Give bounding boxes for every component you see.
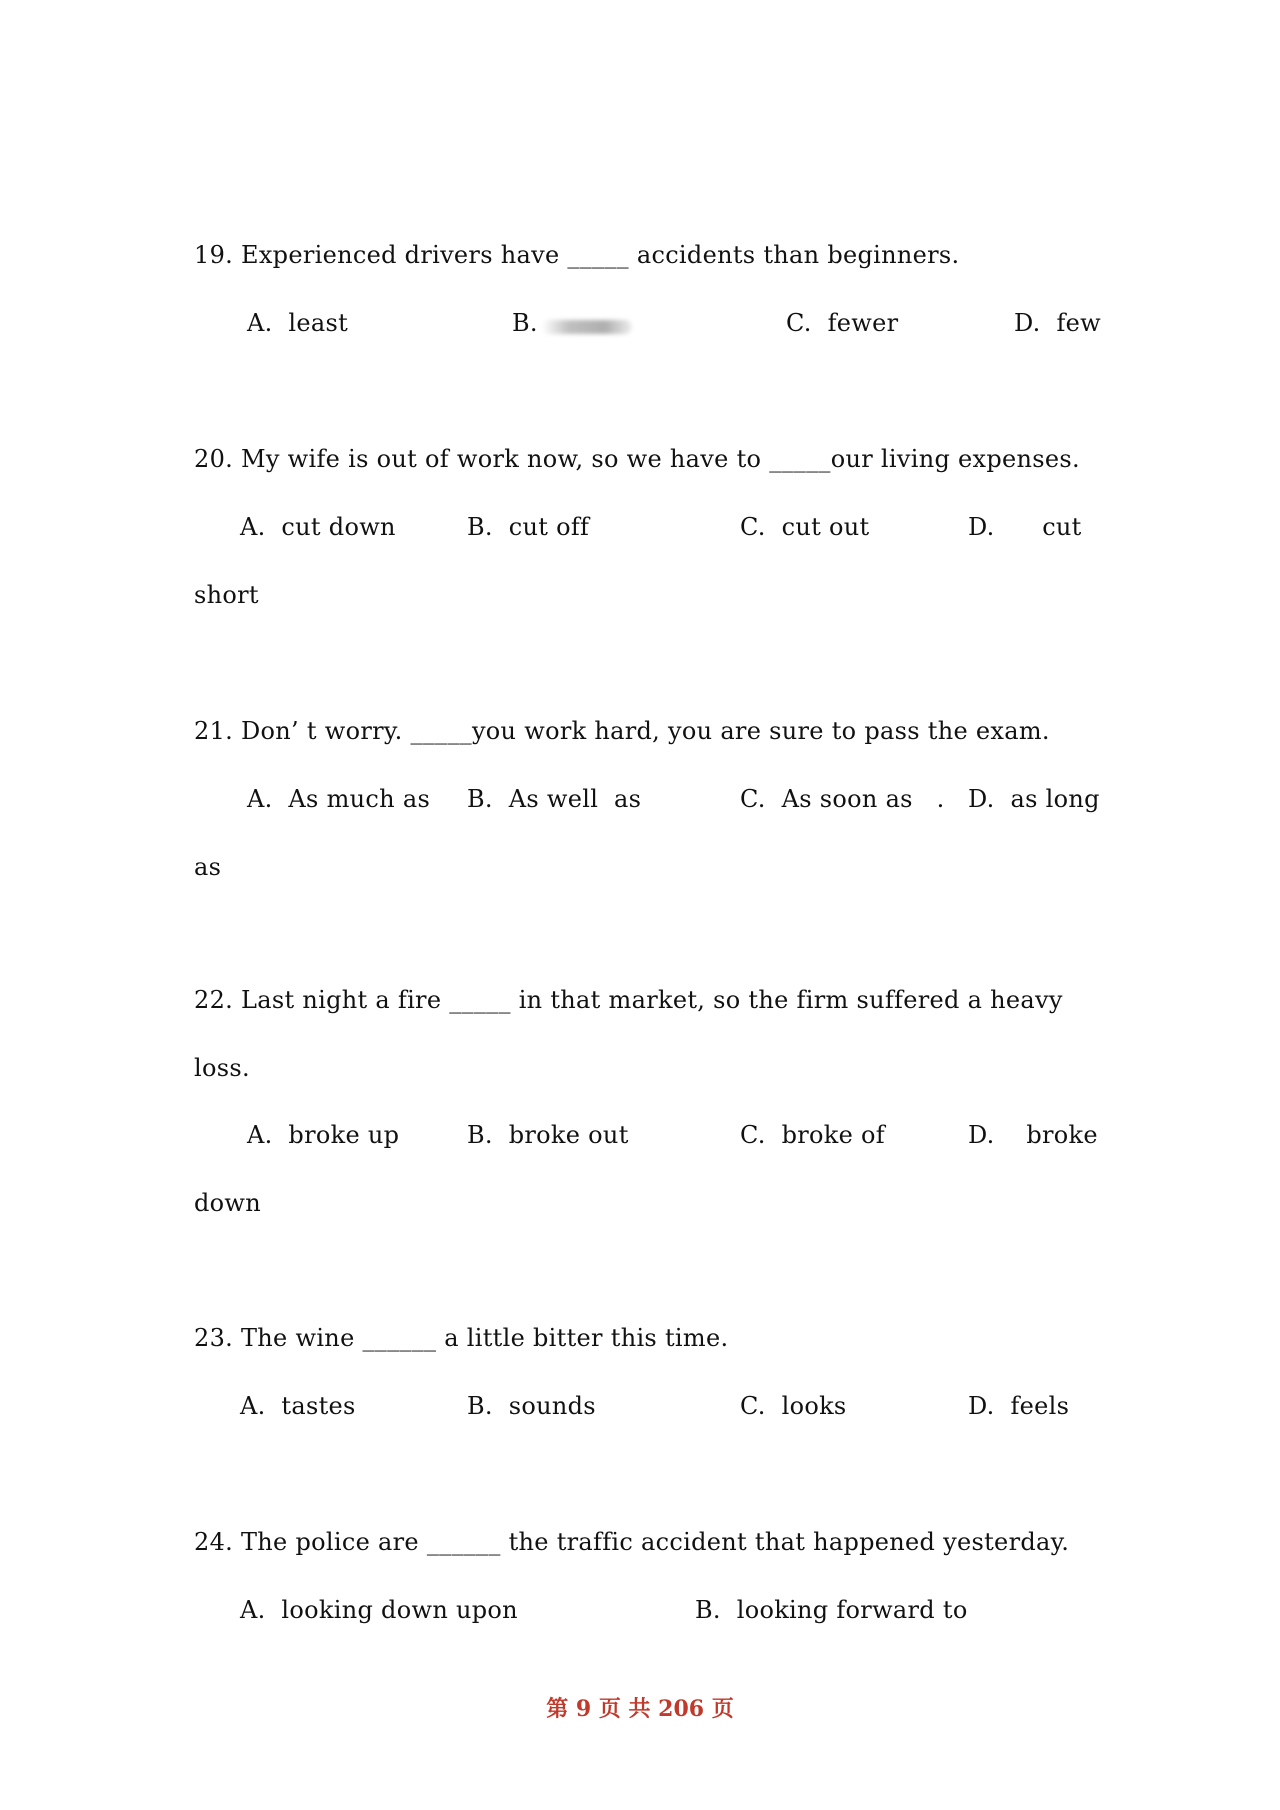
question-24-option-a: A. looking down upon — [240, 1596, 518, 1624]
question-23-option-b: B. sounds — [467, 1392, 596, 1420]
question-24-stem: 24. The police are ______ the traffic accident that happened yesterday. — [194, 1528, 1070, 1556]
question-23-option-c: C. looks — [740, 1392, 847, 1420]
question-21-option-d: D. as long — [968, 785, 1100, 813]
question-19-option-b: B. — [512, 309, 538, 337]
question-19-option-b-blurred-text — [542, 320, 632, 334]
question-20-option-c: C. cut out — [740, 513, 870, 541]
question-19-option-a: A. least — [247, 309, 349, 337]
question-23-stem: 23. The wine ______ a little bitter this time. — [194, 1324, 729, 1352]
question-24-option-b: B. looking forward to — [695, 1596, 968, 1624]
question-21-option-b: B. As well as — [467, 785, 642, 813]
question-20-option-a: A. cut down — [240, 513, 396, 541]
question-20-option-b: B. cut off — [467, 513, 590, 541]
question-23-option-d: D. feels — [968, 1392, 1070, 1420]
question-22-option-b: B. broke out — [467, 1121, 629, 1149]
question-22-option-d: D. broke — [968, 1121, 1098, 1149]
question-22-option-a: A. broke up — [247, 1121, 400, 1149]
question-22-stem-continued: loss. — [194, 1054, 250, 1082]
question-20-stem: 20. My wife is out of work now, so we have to _____our living expenses. — [194, 445, 1080, 473]
question-20-option-d: D. cut — [968, 513, 1082, 541]
question-23-option-a: A. tastes — [240, 1392, 356, 1420]
question-22-option-c: C. broke of — [740, 1121, 885, 1149]
question-22-stem: 22. Last night a fire _____ in that market, so the firm suffered a heavy — [194, 986, 1063, 1014]
question-19-option-d: D. few — [1014, 309, 1102, 337]
page-number-footer: 第 9 页 共 206 页 — [546, 1696, 734, 1722]
question-20-option-d-continued: short — [194, 581, 259, 609]
question-21-stem: 21. Don’ t worry. _____you work hard, you are sure to pass the exam. — [194, 717, 1050, 745]
question-21-option-c: C. As soon as . — [740, 785, 945, 813]
question-19-option-c: C. fewer — [786, 309, 899, 337]
question-21-option-a: A. As much as — [247, 785, 431, 813]
question-21-option-d-continued: as — [194, 853, 222, 881]
question-19-stem: 19. Experienced drivers have _____ accidents than beginners. — [194, 241, 960, 269]
question-22-option-d-continued: down — [194, 1189, 262, 1217]
